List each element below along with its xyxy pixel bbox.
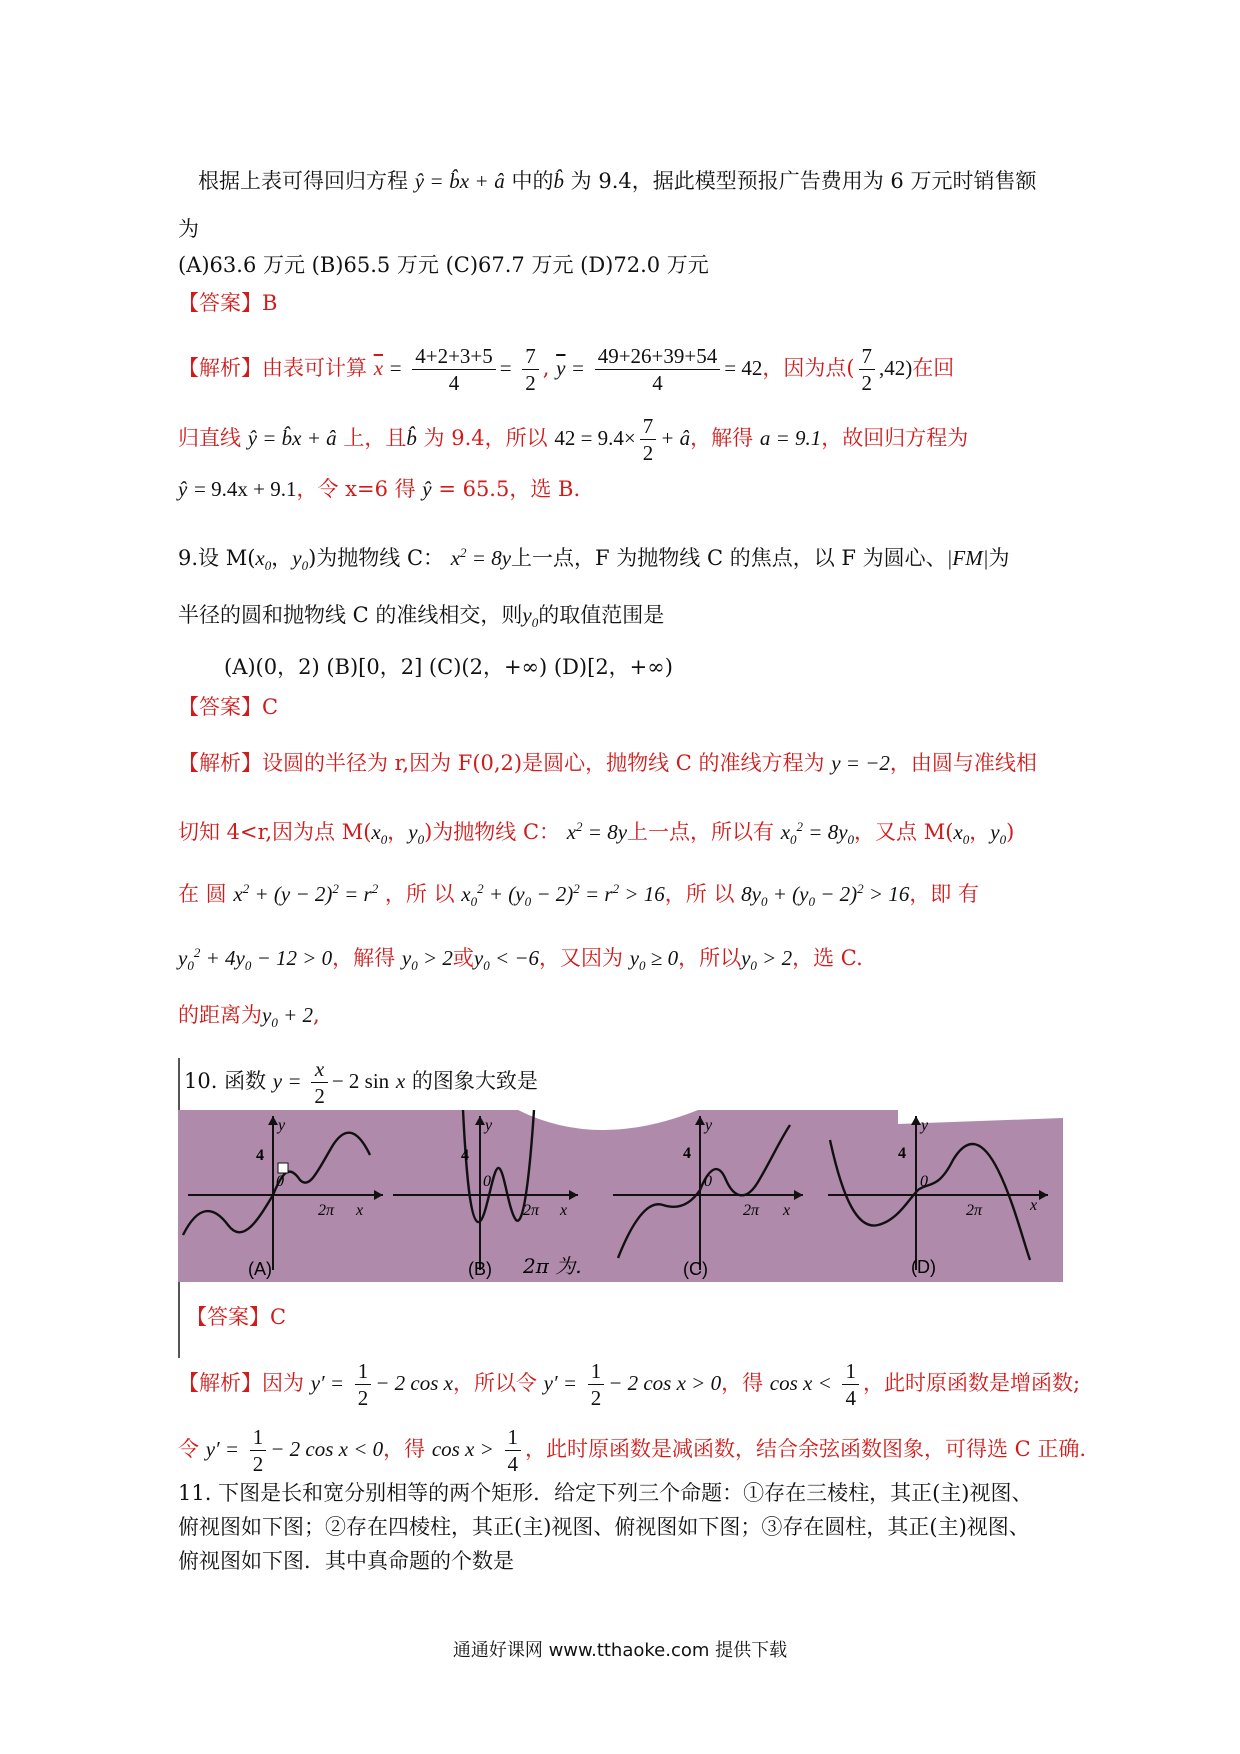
graph-b-x-label: x [560,1202,568,1219]
q10-analysis-line1: 【解析】因为 y′ = $\frac{1}{2}$ − 2 cos x，所以令 y′ = $\frac{1}{2}$ − 2 cos x > 0，得 cos x < $\frac{1}{4}$ ，此时原函数是增函数; [178,1359,1081,1410]
q10-stem: 10. 函数 y = $\frac{x}{2}$ − 2 sin x 的图象大致是 [184,1057,538,1108]
page-footer: 通通好课网 www.tthaoke.com 提供下载 [452,1640,788,1661]
graph-c-x-label: x [783,1202,791,1219]
graph-b-handwriting: 2π 为. [523,1254,582,1278]
q9-stem-line1: 9.设 $M(x_0$，$y_0$)为抛物线 C： $x^2 = 8y$上一点，F 为抛物线 C 的焦点，以 F 为圆心、|FM|为 [178,545,1010,574]
q10-answer: 【答案】C [186,1305,287,1329]
graph-a-y-label: y [278,1117,286,1134]
graph-d-origin: 0 [920,1173,928,1190]
graph-c-tick-2pi: 2π [743,1202,760,1219]
q9-analysis-line1: 【解析】设圆的半径为 r,因为 F(0,2)是圆心，抛物线 C 的准线方程为 y = −2，由圆与准线相 [178,751,1037,775]
graph-b-tick-2pi: 2π [523,1202,540,1219]
q8-options: (A)63.6 万元 (B)65.5 万元 (C)67.7 万元 (D)72.0 万元 [178,253,709,277]
graph-b-label: (B) [468,1259,492,1279]
q9-analysis-line5: 的距离为$y_0 + 2$, [178,1003,320,1031]
q11-line3: 俯视图如下图．其中真命题的个数是 [178,1549,514,1573]
graph-a-label: (A) [248,1259,272,1279]
graph-c-origin: 0 [704,1173,712,1190]
q8-analysis-line1: 【解析】由表可计算 $\overline{x}$ = $\frac{4+2+3+5}{4}$ = $\frac{7}{2}$ , $\overline{y}$ = $\frac{49+26+39+54}{4}$ = 42，因为点( $\frac{7}{2}$ ,42)在回 [178,344,955,395]
graph-a-tick-4: 4 [256,1147,264,1164]
graph-d-label: (D) [911,1257,936,1277]
graph-d-x-label: x [1030,1197,1038,1214]
graph-b-tick-4: 4 [461,1147,469,1164]
q9-analysis-line3: 在 圆 $x^2 + (y - 2)^2 = r^2$ ，所 以 $x_0^2 + (y_0 - 2)^2 = r^2 > 16$，所 以 $8y_0 + (y_0 - 2)^2 > 16$，即 有 [178,881,980,910]
q11-line2: 俯视图如下图；②存在四棱柱，其正(主)视图、俯视图如下图；③存在圆柱，其正(主)视图、 [178,1515,1030,1539]
graph-a-tick-2pi: 2π [318,1202,335,1219]
q9-options: (A)(0，2) (B)[0，2] (C)(2，+∞) (D)[2，+∞) [224,655,673,679]
q9-answer: 【答案】C [178,695,279,719]
graph-b-origin: 0 [483,1173,491,1190]
q10-analysis-line2: 令 y′ = $\frac{1}{2}$ − 2 cos x < 0，得 cos x > $\frac{1}{4}$ ，此时原函数是减函数，结合余弦函数图象，可得选 C 正确. [178,1425,1087,1476]
graph-b-y-label: y [485,1117,493,1134]
graph-c-tick-4: 4 [683,1145,691,1162]
q8-analysis-line2: 归直线 ŷ = b̂x + â 上，且b̂ 为 9.4，所以 42 = 9.4× $\frac{7}{2}$ + â，解得 a = 9.1，故回归方程为 [178,414,969,465]
q9-analysis-line2: 切知 4<r,因为点 $M(x_0$，$y_0$)为抛物线 C： $x^2 = 8y$上一点，所以有 $x_0^2 = 8y_0$，又点 $M(x_0$，$y_0$) [178,819,1015,848]
graph-d-tick-2pi: 2π [966,1202,983,1219]
graph-a-x-label: x [356,1202,364,1219]
graph-d-y-label: y [921,1117,929,1134]
graph-c-y-label: y [705,1117,713,1134]
graph-d-tick-4: 4 [898,1145,906,1162]
graph-a-origin: 0 [276,1173,284,1190]
q9-stem-line2: 半径的圆和抛物线 C 的准线相交，则$y_0$的取值范围是 [178,603,665,631]
q8-answer: 【答案】B [178,291,278,315]
q11-line1: 11. 下图是长和宽分别相等的两个矩形．给定下列三个命题：①存在三棱柱，其正(主)视图、 [178,1481,1033,1505]
q8-stem-line2: 为 [178,217,199,241]
q9-analysis-line4: $y_0^2 + 4y_0 - 12 > 0$，解得 $y_0 > 2$或$y_0 < -6$，又因为 $y_0 \ge 0$，所以$y_0 > 2$，选 C. [178,945,863,974]
q8-stem-line1: 根据上表可得回归方程 ŷ = b̂x + â 中的b̂ 为 9.4，据此模型预报广告费用为 6 万元时销售额 [198,169,1037,193]
graph-c-label: (C) [683,1259,708,1279]
q8-analysis-line3: ŷ = 9.4x + 9.1，令 x=6 得 ŷ = 65.5，选 B. [178,477,581,501]
q10-graphs-svg [178,1110,1063,1282]
q10-graph-figure [178,1110,1063,1282]
